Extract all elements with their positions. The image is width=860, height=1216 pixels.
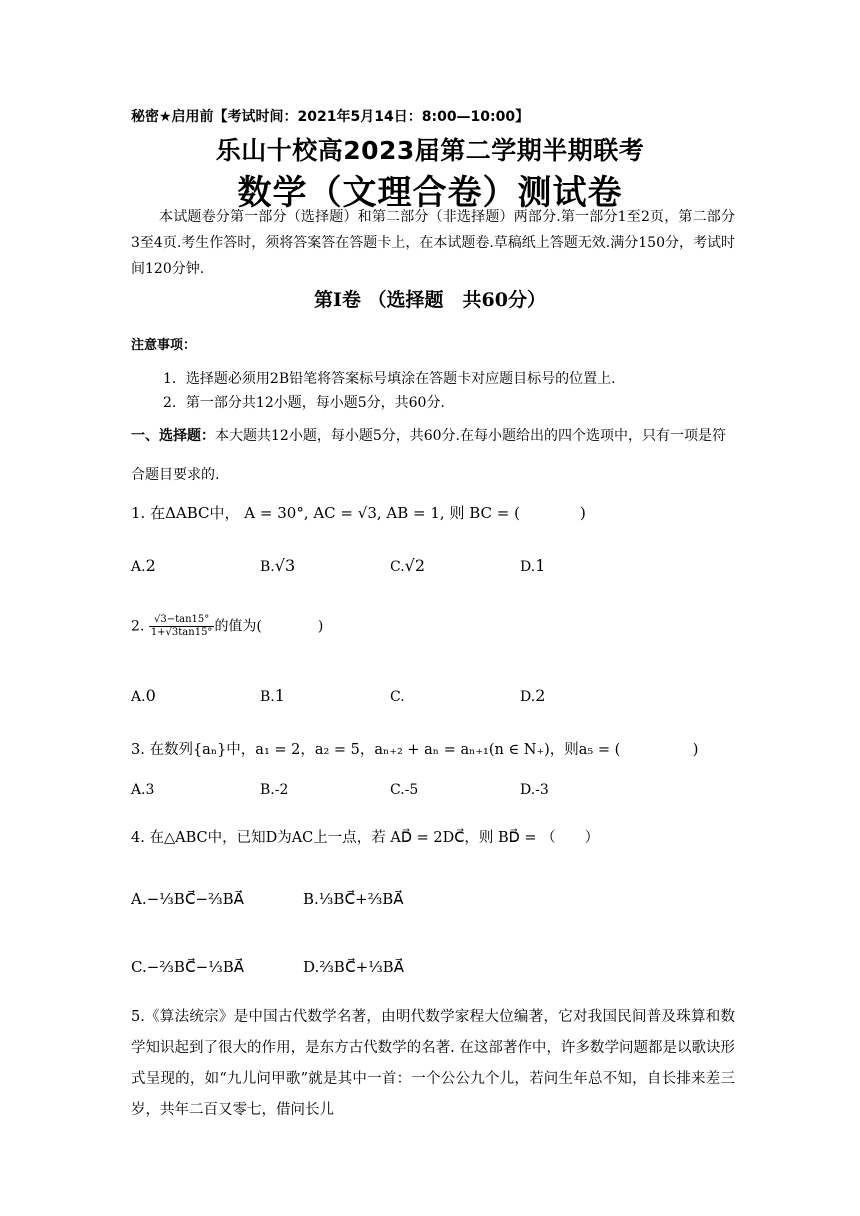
q4-option-d: D.⅔BC⃗+⅓BA⃗ xyxy=(303,958,404,976)
exam-subtitle: 数学（文理合卷）测试卷 xyxy=(237,173,623,213)
note-item: 2．第一部分共12小题，每小题5分，共60分. xyxy=(163,395,445,411)
q2-denominator: 1+√3tan15° xyxy=(150,627,213,638)
q5-paragraph xyxy=(131,1002,735,1126)
q2-numerator: √3−tan15° xyxy=(149,614,215,627)
q4-option-b: B.⅓BC⃗+⅔BA⃗ xyxy=(303,890,404,908)
option-letter: D. xyxy=(520,559,536,575)
option-value: 2 xyxy=(535,686,546,705)
option-value: 1 xyxy=(274,686,285,705)
option-letter: C. xyxy=(390,689,405,705)
q3-option-c: C.-5 xyxy=(390,782,419,798)
option-value: √2 xyxy=(404,556,426,575)
option-value: √3 xyxy=(274,556,296,575)
option-letter: D. xyxy=(520,689,536,705)
q2-prefix: 2. xyxy=(131,618,145,635)
q2-fraction xyxy=(149,614,215,639)
q2-suffix: 的值为( ) xyxy=(214,618,324,635)
intro-paragraph xyxy=(131,204,735,282)
part-one-instructions xyxy=(131,417,735,495)
q4-stem: 4. 在△ABC中，已知D为AC上一点，若 AD⃗ = 2DC⃗，则 BD⃗ = （ ） xyxy=(131,830,600,846)
section-title: 第Ⅰ卷 （选择题 共60分） xyxy=(314,289,546,311)
notes-heading: 注意事项： xyxy=(131,338,197,353)
q1-option-c xyxy=(390,556,425,575)
option-letter: C. xyxy=(390,559,405,575)
q3-option-a: A.3 xyxy=(131,782,155,798)
option-value: 2 xyxy=(145,556,156,575)
q5-text: 5.《算法统宗》是中国古代数学名著，由明代数学家程大位编著，它对我国民间普及珠算和数学知识起到了很大的作用，是东方古代数学的名著. 在这部著作中，许多数学问题都是以歌诀形式呈现的，如“九儿问甲歌”就是其中一首：一个公公九个儿，若问生年总不知，自长排来差三岁，共年二百又零七，借问长儿 xyxy=(131,1009,735,1118)
q3-option-d: D.-3 xyxy=(520,782,549,798)
q2-option-c xyxy=(390,686,405,705)
option-value: 1 xyxy=(535,556,546,575)
option-letter: B. xyxy=(260,559,275,575)
q2-stem xyxy=(131,614,323,639)
note-item: 1．选择题必须用2B铅笔将答案标号填涂在答题卡对应题目标号的位置上. xyxy=(163,371,616,387)
option-letter: B. xyxy=(260,689,275,705)
q1-option-d xyxy=(520,556,545,575)
q2-option-d xyxy=(520,686,545,705)
q2-option-b xyxy=(260,686,285,705)
intro-text: 本试题卷分第一部分（选择题）和第二部分（非选择题）两部分.第一部分1至2页，第二部分3至4页.考生作答时，须将答案答在答题卡上，在本试题卷.草稿纸上答题无效.满分150分，考试时间120分钟. xyxy=(131,209,735,277)
q1-stem: 1. 在ΔABC中， A = 30°, AC = √3, AB = 1, 则 BC = ( ) xyxy=(131,504,586,522)
q3-option-b: B.-2 xyxy=(260,782,289,798)
option-value: 0 xyxy=(145,686,156,705)
q4-option-a: A.−⅓BC⃗−⅔BA⃗ xyxy=(131,890,244,908)
option-letter: A. xyxy=(131,689,146,705)
confidential-header: 秘密★启用前【考试时间：2021年5月14日：8:00—10:00】 xyxy=(131,109,530,125)
q1-option-a xyxy=(131,556,156,575)
exam-title: 乐山十校高2023届第二学期半期联考 xyxy=(215,136,645,165)
q2-option-a xyxy=(131,686,156,705)
part-one-label: 一、选择题： xyxy=(131,428,215,444)
option-letter: A. xyxy=(131,559,146,575)
part-one-text: 本大题共12小题，每小题5分，共60分.在每小题给出的四个选项中，只有一项是符合题目要求的. xyxy=(131,428,726,483)
q3-stem: 3. 在数列{aₙ}中，a₁ = 2，a₂ = 5，aₙ₊₂ + aₙ = aₙ₊₁(n ∈ N₊)，则a₅ = ( ) xyxy=(131,742,699,758)
q4-option-c: C.−⅔BC⃗−⅓BA⃗ xyxy=(131,958,244,976)
q1-option-b xyxy=(260,556,295,575)
